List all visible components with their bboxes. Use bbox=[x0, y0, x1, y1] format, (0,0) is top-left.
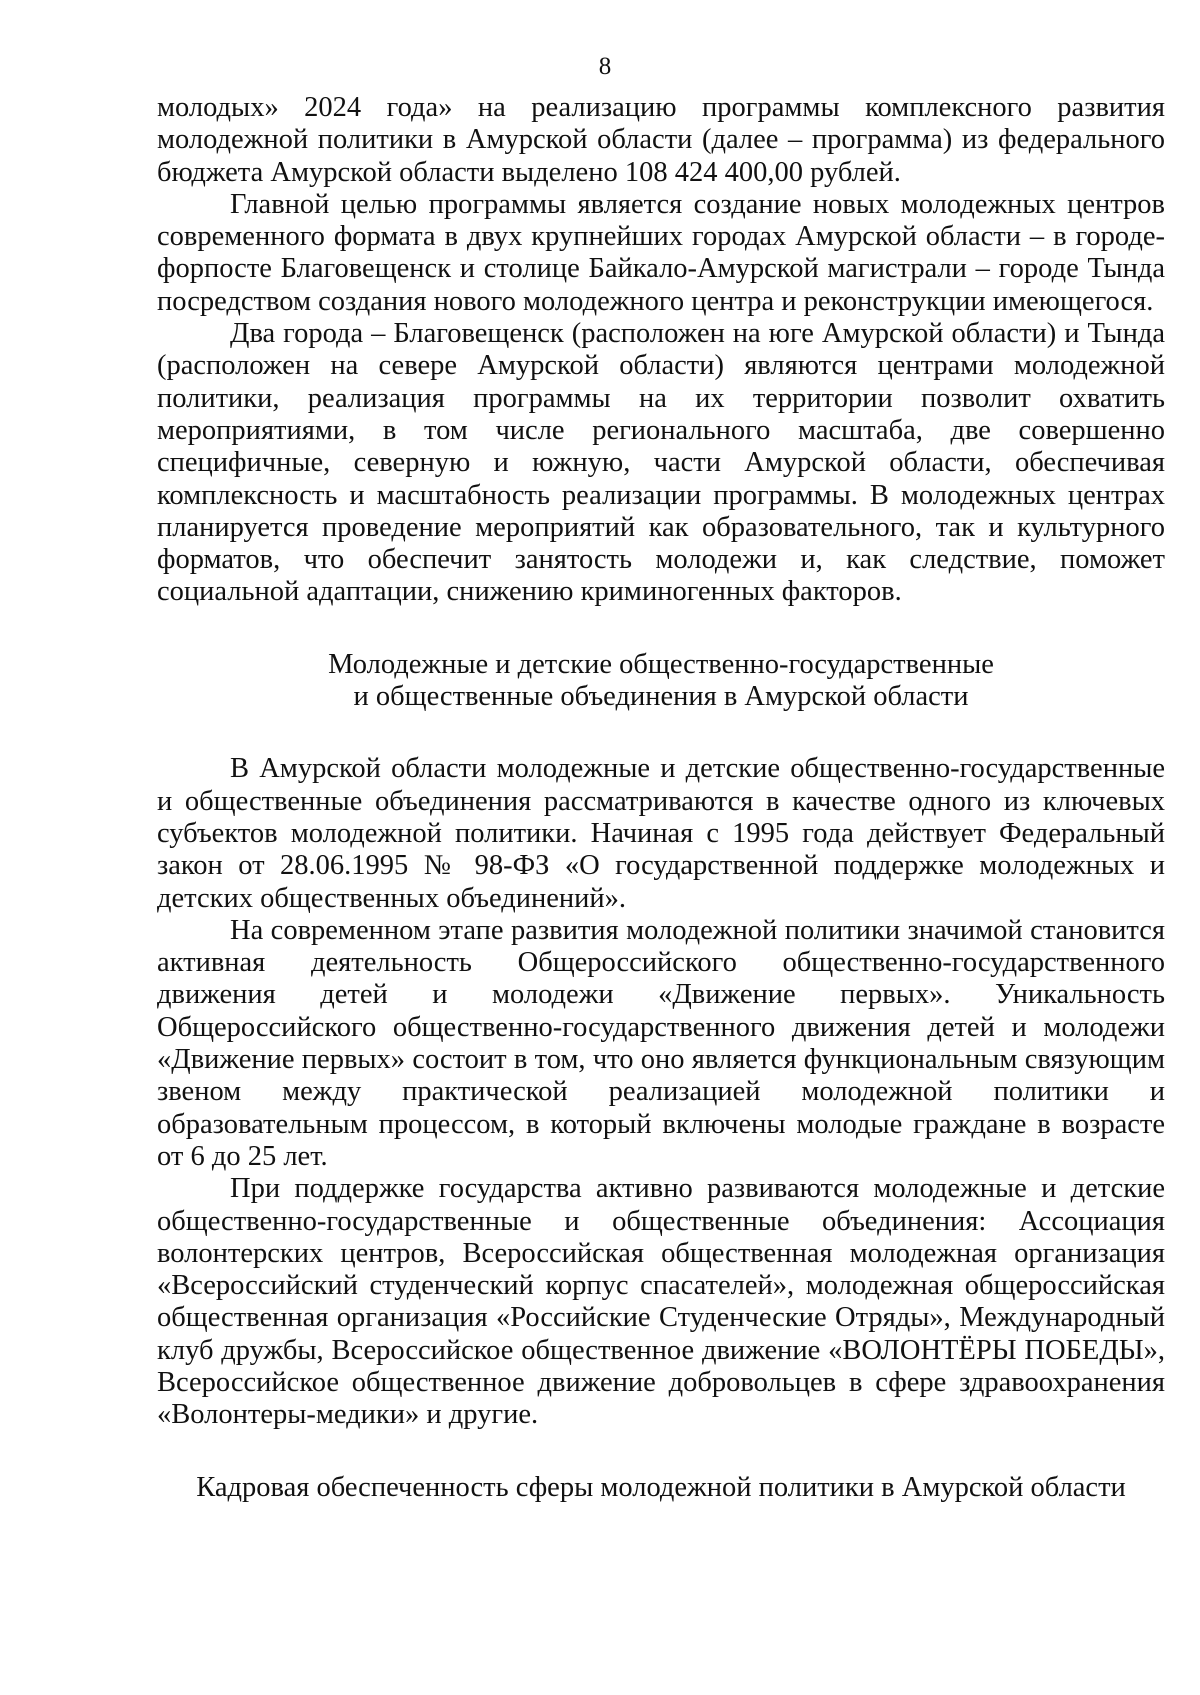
paragraph-associations-role: В Амурской области молодежные и детские общественно-государственные и общественные объединения рассматриваются в качестве одного из ключевых субъектов молодежной политики. Начиная с 1995 года действует Федеральный закон от 28.06.1995 № 98-ФЗ «О государственной поддержке молодежных и детских общественных объединений». bbox=[157, 753, 1165, 914]
document-body bbox=[157, 92, 1165, 1504]
section-heading-line: Молодежные и детские общественно-государственные bbox=[328, 648, 994, 680]
section-heading-line: и общественные объединения в Амурской области bbox=[353, 681, 969, 713]
paragraph-two-cities: Два города – Благовещенск (расположен на юге Амурской области) и Тында (расположен на севере Амурской области) являются центрами молодежной политики, реализация программы на их территории позволит охватить мероприятиями, в том числе регионального масштаба, две совершенно специфичные, северную и южную, части Амурской области, обеспечивая комплексность и масштабность реализации программы. В молодежных центрах планируется проведение мероприятий как образовательного, так и культурного форматов, что обеспечит занятость молодежи и, как следствие, поможет социальной адаптации, снижению криминогенных факторов. bbox=[157, 318, 1165, 608]
paragraph-state-support: При поддержке государства активно развиваются молодежные и детские общественно-государственные и общественные объединения: Ассоциация волонтерских центров, Всероссийская общественная молодежная организация «Всероссийский студенческий корпус спасателей», молодежная общероссийская общественная организация «Российские Студенческие Отряды», Международный клуб дружбы, Всероссийское общественное движение «ВОЛОНТЁРЫ ПОБЕДЫ», Всероссийское общественное движение добровольцев в сфере здравоохранения «Волонтеры-медики» и другие. bbox=[157, 1173, 1165, 1431]
paragraph-budget-allocation: молодых» 2024 года» на реализацию программы комплексного развития молодежной политики в Амурской области (далее – программа) из федерального бюджета Амурской области выделено 108 424 400,00 рублей. bbox=[157, 92, 1165, 188]
section-heading-staffing: Кадровая обеспеченность сферы молодежной политики в Амурской области bbox=[196, 1471, 1126, 1503]
paragraph-program-goal: Главной целью программы является создание новых молодежных центров современного формата в двух крупнейших городах Амурской области – в городе-форпосте Благовещенск и столице Байкало-Амурской магистрали – городе Тында посредством создания нового молодежного центра и реконструкции имеющегося. bbox=[157, 188, 1165, 317]
paragraph-movement-first: На современном этапе развития молодежной политики значимой становится активная деятельность Общероссийского общественно-государственного движения детей и молодежи «Движение первых». Уникальность Общероссийского общественно-государственного движения детей и молодежи «Движение первых» состоит в том, что оно является функциональным связующим звеном между практической реализацией молодежной политики и образовательным процессом, в который включены молодые граждане в возрасте от 6 до 25 лет. bbox=[157, 914, 1165, 1172]
page-number: 8 bbox=[598, 53, 612, 80]
section-heading-youth-associations bbox=[157, 649, 1165, 714]
